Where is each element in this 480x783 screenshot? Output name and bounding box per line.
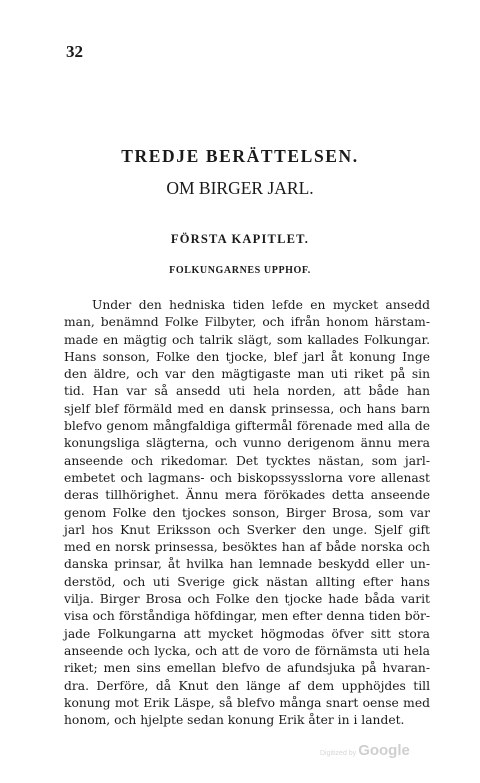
text-line: konung mot Erik Läspe, så blefvo många snart oense med xyxy=(64,695,430,710)
watermark-prefix: Digitized by xyxy=(320,750,357,757)
text-line: Hans sonson, Folke den tjocke, blef jarl åt konung Inge xyxy=(64,349,430,364)
section-title: FOLKUNGARNES UPPHOF. xyxy=(169,265,311,276)
text-line: blefvo genom mångfaldiga giftermål förenade med alla de xyxy=(64,419,430,434)
text-line: visa och förståndiga höfdingar, men efter denna tiden bör- xyxy=(64,609,430,624)
body-text xyxy=(64,297,430,729)
text-line: jarl hos Knut Eriksson och Sverker den unge. Sjelf gift xyxy=(64,522,430,537)
text-line: made en mägtig och talrik slägt, som kallades Folkungar. xyxy=(64,332,430,347)
story-heading: TREDJE BERÄTTELSEN. xyxy=(121,146,359,166)
text-line: Under den hedniska tiden lefde en mycket ansedd xyxy=(92,298,430,312)
google-watermark xyxy=(320,742,410,759)
text-line: anseende och lycka, och att de voro de förnämsta uti hela xyxy=(64,643,430,658)
watermark-brand: Google xyxy=(358,742,410,759)
text-line: anseende och rikedomar. Det tycktes nästan, som jarl- xyxy=(64,453,430,468)
text-line: genom Folke den tjockes sonson, Birger Brosa, som var xyxy=(64,505,430,520)
text-line: med en norsk prinsessa, besöktes han af både norska och xyxy=(64,540,430,555)
text-line: honom, och hjelpte sedan konung Erik åter in i landet. xyxy=(64,713,405,728)
text-line: man, benämnd Folke Filbyter, och ifrån honom härstam- xyxy=(64,315,430,330)
page-number: 32 xyxy=(66,42,83,61)
text-line: dra. Derföre, då Knut den länge af dem upphöjdes till xyxy=(64,678,430,693)
text-line: tid. Han var så ansedd uti hela norden, att både han xyxy=(64,384,430,399)
text-line: sjelf blef förmäld med en dansk prinsessa, och hans barn xyxy=(64,401,430,416)
story-subheading: OM BIRGER JARL. xyxy=(166,178,314,198)
text-line: danska prinsar, åt hvilka han lemnade beskydd eller un- xyxy=(64,557,430,572)
text-line: derstöd, och uti Sverige gick nästan allting efter hans xyxy=(64,574,430,589)
text-line: embetet och lagmans- och biskopssysslorna vore allenast xyxy=(64,470,430,485)
text-line: den äldre, och var den mägtigaste man uti riket på sin xyxy=(64,367,430,382)
text-line: konungsliga slägterna, och vunno derigenom ännu mera xyxy=(64,436,430,451)
text-line: deras tillhörighet. Ännu mera förökades detta anseende xyxy=(64,488,430,503)
text-line: riket; men sins emellan blefvo de afundsjuka på hvaran- xyxy=(64,661,430,676)
text-line: jade Folkungarna att mycket högmodas öfver sitt stora xyxy=(64,626,430,641)
text-line: vilja. Birger Brosa och Folke den tjocke hade båda varit xyxy=(64,592,430,607)
chapter-title: FÖRSTA KAPITLET. xyxy=(170,232,310,246)
